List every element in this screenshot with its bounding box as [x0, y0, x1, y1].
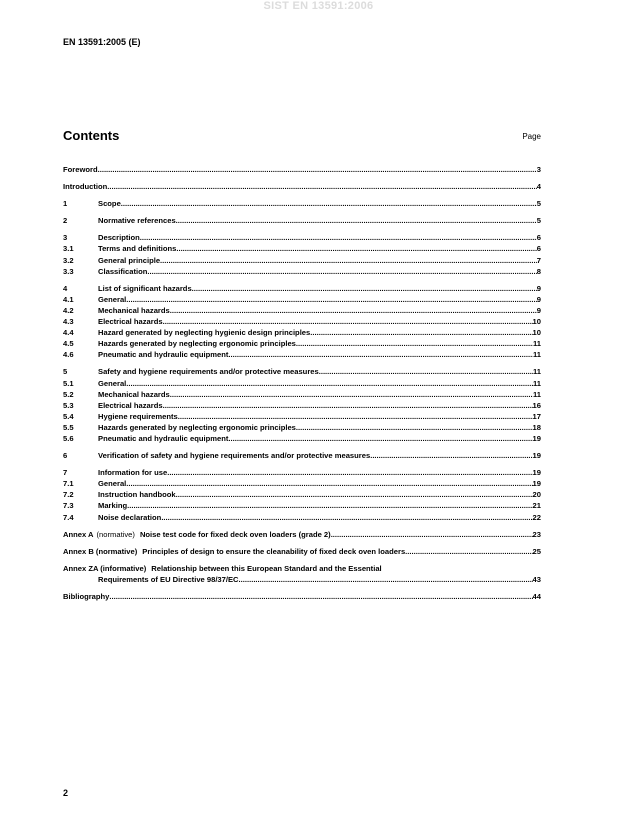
toc-title: Safety and hygiene requirements and/or protective measures — [98, 367, 319, 377]
toc-number: 4.6 — [63, 350, 74, 360]
toc-page: 11 — [532, 367, 541, 377]
document-id: EN 13591:2005 (E) — [63, 37, 141, 47]
toc-page: 19 — [532, 433, 541, 443]
toc-entry-4[interactable] — [63, 283, 541, 294]
toc-title: Principles of design to ensure the cleanability of fixed deck oven loaders — [142, 546, 406, 556]
toc-number: 7 — [63, 468, 68, 478]
toc-title: Foreword — [63, 165, 98, 174]
toc-page: 19 — [532, 451, 541, 461]
toc-number: 5.5 — [63, 422, 74, 432]
toc-entry-5-4[interactable] — [63, 411, 541, 422]
toc-page: 16 — [532, 400, 541, 410]
toc-title: Pneumatic and hydraulic equipment — [98, 433, 229, 443]
toc-number: 5 — [63, 367, 68, 377]
toc-page: 6 — [536, 244, 541, 254]
toc-page: 19 — [532, 479, 541, 489]
toc-page: 4 — [536, 182, 541, 192]
toc-title: Pneumatic and hydraulic equipment — [98, 350, 229, 360]
toc-number: 5.4 — [63, 411, 74, 421]
watermark: SIST EN 13591:2006 — [263, 0, 374, 12]
toc-entry-7-4[interactable] — [63, 512, 541, 523]
toc-entry-4-1[interactable] — [63, 294, 541, 305]
toc-number: 4.3 — [63, 317, 74, 327]
toc-page: 21 — [532, 501, 541, 511]
toc-title: General principle — [98, 255, 161, 265]
toc-entry-5-1[interactable] — [63, 378, 541, 389]
toc-page: 9 — [536, 305, 541, 315]
toc-title: Electrical hazards — [98, 400, 163, 410]
toc-title: Bibliography — [63, 592, 110, 601]
toc-page: 10 — [532, 317, 541, 327]
toc-annex-label: Annex A — [63, 529, 94, 539]
toc-title: Mechanical hazards — [98, 305, 170, 315]
toc-number: 4 — [63, 283, 68, 293]
toc-page: 17 — [532, 411, 541, 421]
toc-title: Hazards generated by neglecting ergonomic principles — [98, 339, 296, 349]
toc-title-continued: Requirements of EU Directive 98/37/EC — [98, 574, 239, 584]
toc-entry-5-5[interactable] — [63, 422, 541, 433]
toc-annex-label: Annex ZA (informative) — [63, 563, 147, 573]
toc-title: Instruction handbook — [98, 490, 176, 500]
toc-entry-5[interactable] — [63, 366, 541, 377]
toc-page: 6 — [536, 233, 541, 243]
toc-page: 10 — [532, 328, 541, 338]
toc-entry-introduction[interactable] — [63, 181, 541, 192]
toc-number: 1 — [63, 199, 68, 209]
toc-title: Marking — [98, 501, 128, 511]
toc-title: Information for use — [98, 468, 168, 478]
toc-number: 3.1 — [63, 244, 74, 254]
toc-page: 11 — [532, 350, 541, 360]
toc-number: 7.1 — [63, 479, 74, 489]
toc-entry-7-1[interactable] — [63, 478, 541, 489]
toc-entry-7-3[interactable] — [63, 500, 541, 511]
toc-entry-3[interactable] — [63, 232, 541, 243]
toc-page: 8 — [536, 266, 541, 276]
toc-page: 25 — [532, 546, 541, 556]
toc-title: Scope — [98, 199, 121, 209]
toc-title: Hygiene requirements — [98, 411, 178, 421]
toc-number: 3.2 — [63, 255, 74, 265]
toc-entry-2[interactable] — [63, 215, 541, 226]
toc-entry-annex-za[interactable] — [63, 563, 541, 574]
toc-entry-5-6[interactable] — [63, 433, 541, 444]
contents-heading: Contents — [63, 128, 120, 143]
toc-title: List of significant hazards — [98, 283, 192, 293]
toc-title: Verification of safety and hygiene requirements and/or protective measures — [98, 451, 371, 461]
toc-page: 5 — [536, 216, 541, 226]
toc-title: General — [98, 479, 127, 489]
toc-entry-annex-za-cont[interactable] — [63, 574, 541, 585]
toc-entry-annex-b[interactable] — [63, 546, 541, 557]
toc-page: 23 — [532, 529, 541, 539]
toc-entry-7-2[interactable] — [63, 489, 541, 500]
toc-entry-4-5[interactable] — [63, 338, 541, 349]
toc-title: Hazards generated by neglecting ergonomic principles — [98, 422, 296, 432]
toc-title: Electrical hazards — [98, 317, 163, 327]
toc-entry-6[interactable] — [63, 450, 541, 461]
toc-page: 7 — [536, 255, 541, 265]
page-column-label: Page — [522, 132, 541, 141]
toc-number: 5.6 — [63, 433, 74, 443]
toc-number: 4.1 — [63, 294, 74, 304]
toc-page: 3 — [536, 165, 541, 174]
toc-page: 9 — [536, 294, 541, 304]
toc-page: 11 — [532, 389, 541, 399]
toc-annex-type: (normative) — [96, 529, 135, 539]
toc-entry-4-4[interactable] — [63, 327, 541, 338]
toc-entry-1[interactable] — [63, 198, 541, 209]
toc-page: 43 — [532, 574, 541, 584]
toc-entry-4-3[interactable] — [63, 316, 541, 327]
toc-page: 11 — [532, 339, 541, 349]
toc-page: 5 — [536, 199, 541, 209]
toc-entry-3-2[interactable] — [63, 255, 541, 266]
toc-number: 5.3 — [63, 400, 74, 410]
toc-entry-bibliography[interactable] — [63, 591, 541, 602]
toc-entry-5-2[interactable] — [63, 389, 541, 400]
toc-entry-4-2[interactable] — [63, 305, 541, 316]
toc-title: Noise declaration — [98, 512, 162, 522]
toc-title: General — [98, 294, 127, 304]
page-number: 2 — [63, 788, 69, 798]
toc-entry-4-6[interactable] — [63, 349, 541, 360]
toc-page: 20 — [532, 490, 541, 500]
toc-entry-5-3[interactable] — [63, 400, 541, 411]
toc-page: 9 — [536, 283, 541, 293]
toc-entry-foreword[interactable] — [63, 164, 541, 175]
toc-title: Mechanical hazards — [98, 389, 170, 399]
toc-page: 18 — [532, 422, 541, 432]
toc-number: 7.3 — [63, 501, 74, 511]
toc-annex-label: Annex B (normative) — [63, 546, 138, 556]
toc-title: Description — [98, 233, 140, 243]
toc-title: General — [98, 378, 127, 388]
toc-title: Relationship between this European Standard and the Essential — [151, 563, 382, 573]
toc-number: 5.1 — [63, 378, 74, 388]
table-of-contents — [63, 164, 541, 602]
toc-title: Classification — [98, 266, 148, 276]
toc-number: 4.5 — [63, 339, 74, 349]
toc-number: 2 — [63, 216, 68, 226]
toc-title: Terms and definitions — [98, 244, 177, 254]
toc-page: 19 — [532, 468, 541, 478]
toc-number: 6 — [63, 451, 68, 461]
toc-number: 3.3 — [63, 266, 74, 276]
toc-title: Noise test code for fixed deck oven loaders (grade 2) — [139, 529, 331, 539]
toc-number: 7.4 — [63, 512, 74, 522]
toc-title: Normative references — [98, 216, 176, 226]
toc-number: 4.4 — [63, 328, 74, 338]
toc-number: 7.2 — [63, 490, 74, 500]
toc-entry-annex-a[interactable] — [63, 529, 541, 540]
toc-number: 5.2 — [63, 389, 74, 399]
toc-entry-3-1[interactable] — [63, 243, 541, 254]
toc-title: Hazard generated by neglecting hygienic design principles — [98, 328, 311, 338]
toc-number: 3 — [63, 233, 68, 243]
toc-entry-3-3[interactable] — [63, 266, 541, 277]
toc-number: 4.2 — [63, 305, 74, 315]
toc-page: 44 — [532, 592, 541, 601]
toc-page: 22 — [532, 512, 541, 522]
toc-entry-7[interactable] — [63, 467, 541, 478]
toc-title: Introduction — [63, 182, 108, 192]
toc-page: 11 — [532, 378, 541, 388]
